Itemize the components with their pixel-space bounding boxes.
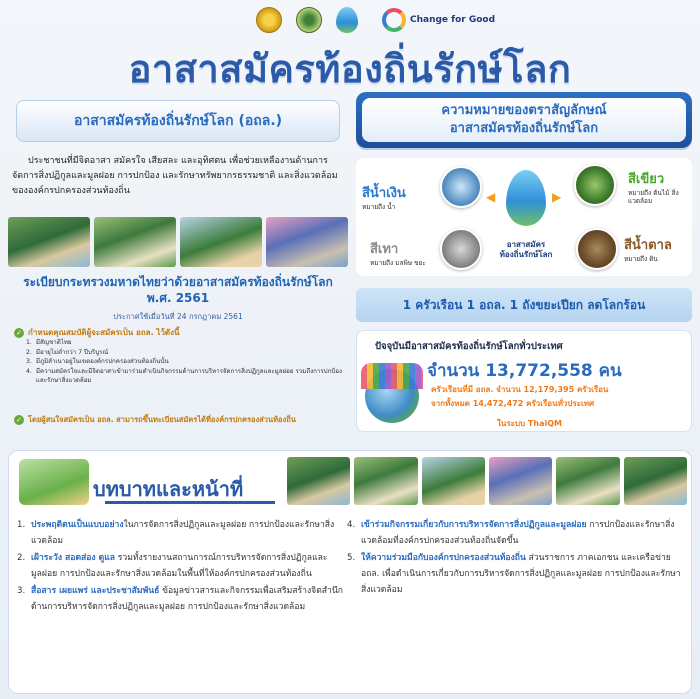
symbol-heading bbox=[356, 92, 692, 148]
planting-hands-icon bbox=[19, 459, 89, 505]
qualification-number: 4. bbox=[26, 367, 32, 375]
activity-photos bbox=[8, 217, 348, 267]
qualification-number: 3. bbox=[26, 358, 32, 366]
color-gray-label bbox=[370, 238, 426, 267]
gov-seal-icon bbox=[256, 7, 282, 33]
roles-panel bbox=[8, 450, 692, 694]
color-blue-meaning: หมายถึง น้ำ bbox=[362, 203, 396, 211]
definition-text: ประชาชนที่มีจิตอาสา สมัครใจ เสียสละ และอุทิศตน เพื่อช่วยเหลืองานด้านการจัดการสิ่งปฏิกูลและมูลฝอย การปกป้อง และรักษาทรัพยากรธรรมชาติ และสิ่งแวดล้อมขององค์กรปกครองส่วนท้องถิ่น bbox=[12, 156, 338, 196]
registration-note-text: โดยผู้สนใจสมัครเป็น อถล. สามารถขึ้นทะเบียนสมัครได้ที่องค์กรปกครองส่วนท้องถิ่น bbox=[28, 415, 296, 424]
qualification-item bbox=[26, 348, 344, 358]
color-brown-label bbox=[624, 234, 672, 263]
symbol-heading-line2: อาสาสมัครท้องถิ่นรักษ์โลก bbox=[449, 121, 599, 136]
role-detail: ในการจัดการสิ่งปฏิกูลและมูลฝอย การปกป้องและรักษาสิ่งแวดล้อม bbox=[31, 520, 335, 546]
qualification-number: 1. bbox=[26, 339, 32, 346]
qualification-item bbox=[26, 357, 344, 367]
people-icon bbox=[361, 363, 423, 389]
role-highlight: ประพฤติตนเป็นแบบอย่าง bbox=[31, 520, 124, 530]
color-blue-name: สีน้ำเงิน bbox=[362, 186, 406, 201]
role-highlight: เฝ้าระวัง สอดส่อง ดูแล bbox=[31, 553, 116, 563]
roles-photos bbox=[287, 457, 687, 505]
logo-caption bbox=[474, 240, 578, 260]
soil-photo bbox=[576, 228, 618, 270]
qualification-number: 2. bbox=[26, 348, 32, 356]
forest-dept-icon bbox=[296, 7, 322, 33]
change-for-good-text: Change for Good bbox=[410, 14, 496, 25]
role-text bbox=[31, 550, 343, 582]
color-gray-meaning: หมายถึง มลพิษ ขยะ bbox=[370, 259, 426, 267]
volunteer-count: จำนวน 13,772,558 คน bbox=[427, 361, 622, 381]
symbol-heading-line1: ความหมายของตราสัญลักษณ์ bbox=[441, 103, 607, 118]
role-highlight: สื่อสาร เผยแพร่ และประชาสัมพันธ์ bbox=[31, 586, 160, 596]
change-for-good-logo bbox=[382, 8, 495, 32]
logo-caption-line1: อาสาสมัคร bbox=[506, 240, 546, 249]
qualification-text: มีสัญชาติไทย bbox=[35, 339, 72, 346]
color-brown-meaning: หมายถึง ดิน bbox=[624, 255, 658, 263]
color-brown-name: สีน้ำตาล bbox=[624, 238, 672, 253]
regulation-title: ระเบียบกระทรวงมหาดไทยว่าด้วยอาสาสมัครท้องถิ่นรักษ์โลก พ.ศ. 2561 bbox=[23, 275, 333, 305]
definition-title: อาสาสมัครท้องถิ่นรักษ์โลก (อถล.) bbox=[16, 100, 340, 142]
roles-list-left bbox=[17, 517, 343, 616]
qualification-text: มีอายุไม่ต่ำกว่า 7 ปีบริบูรณ์ bbox=[35, 348, 109, 356]
activity-photo bbox=[489, 457, 552, 505]
role-item bbox=[17, 550, 343, 582]
symbol-panel bbox=[356, 92, 692, 432]
title-underline bbox=[105, 501, 275, 504]
activity-photo bbox=[287, 457, 350, 505]
role-text bbox=[361, 550, 687, 598]
color-green-meaning: หมายถึง ต้นไม้ สิ่งแวดล้อม bbox=[628, 189, 679, 205]
roles-title: บทบาทและหน้าที่ bbox=[93, 477, 244, 501]
volunteer-count-box bbox=[356, 330, 692, 432]
role-detail: การปกป้องและรักษาสิ่งแวดล้อมที่องค์กรปกครองส่วนท้องถิ่นจัดขึ้น bbox=[361, 520, 675, 546]
color-gray-name: สีเทา bbox=[370, 242, 399, 257]
role-number: 1. bbox=[17, 520, 26, 530]
qualification-text: มีภูมิลำเนาอยู่ในเขตองค์กรปกครองส่วนท้องถิ่นนั้น bbox=[35, 358, 169, 366]
role-highlight: ให้ความร่วมมือกับองค์กรปกครองส่วนท้องถิ่น bbox=[361, 553, 526, 563]
change-for-good-icon bbox=[382, 8, 406, 32]
qualification-heading-text: กำหนดคุณสมบัติผู้จะสมัครเป็น อถล. ไว้ดังนี้ bbox=[28, 328, 180, 337]
water-photo bbox=[440, 166, 482, 208]
role-number: 4. bbox=[347, 520, 356, 530]
logo-caption-line2: ท้องถิ่นรักษ์โลก bbox=[499, 250, 553, 259]
water-drop-logo-icon bbox=[506, 170, 546, 226]
water-drop-logo-icon bbox=[336, 7, 358, 33]
activity-photo bbox=[556, 457, 619, 505]
count-title: ปัจจุบันมีอาสาสมัครท้องถิ่นรักษ์โลกทั่วประเทศ bbox=[375, 341, 563, 352]
roles-list-right bbox=[347, 517, 687, 599]
role-highlight: เข้าร่วมกิจกรรมเกี่ยวกับการบริหารจัดการสิ่งปฏิกูลและมูลฝอย bbox=[361, 520, 587, 530]
activity-photo bbox=[8, 217, 90, 267]
definition-panel bbox=[8, 92, 348, 432]
role-text bbox=[361, 517, 687, 549]
household-total: จากทั้งหมด 14,472,472 ครัวเรือนทั่วประเทศ bbox=[431, 399, 595, 408]
role-item bbox=[17, 583, 343, 615]
qualification-list bbox=[26, 338, 344, 386]
color-green-name: สีเขียว bbox=[628, 172, 665, 187]
arrow-right-icon: ▶ bbox=[552, 190, 562, 204]
regulation-date: ประกาศใช้เมื่อวันที่ 24 กรกฎาคม 2561 bbox=[113, 312, 243, 321]
main-title: อาสาสมัครท้องถิ่นรักษ์โลก bbox=[128, 47, 572, 91]
role-detail: ข้อมูลข่าวสารและกิจกรรมเพื่อเสริมสร้างจิตสำนึกด้านการบริหารจัดการสิ่งปฏิกูลและมูลฝอย การปกป้องและรักษาสิ่งแวดล้อม bbox=[31, 586, 343, 612]
slogan-banner: 1 ครัวเรือน 1 อถล. 1 ถังขยะเปียก ลดโลกร้อน bbox=[356, 288, 692, 322]
role-item bbox=[17, 517, 343, 549]
role-text bbox=[31, 517, 343, 549]
qualification-text: มีความสมัครใจและมีจิตอาสาเข้ามาร่วมดำเนินกิจกรรมด้านการบริหารจัดการสิ่งปฏิกูลและมูลฝอย รวมถึงการปกป้องและรักษาสิ่งแวดล้อม bbox=[35, 367, 342, 385]
role-text bbox=[31, 583, 343, 615]
role-number: 2. bbox=[17, 553, 26, 563]
role-number: 5. bbox=[347, 553, 356, 563]
registration-note bbox=[14, 414, 296, 426]
color-blue-label bbox=[362, 182, 406, 211]
activity-photo bbox=[624, 457, 687, 505]
role-item bbox=[347, 550, 687, 598]
activity-photo bbox=[266, 217, 348, 267]
role-item bbox=[347, 517, 687, 549]
color-green-label bbox=[628, 168, 692, 205]
arrow-left-icon: ◀ bbox=[486, 190, 496, 204]
role-detail: ส่วนราชการ ภาคเอกชน และเครือข่าย อถล. เพื่อดำเนินการเกี่ยวกับการบริหารจัดการสิ่งปฏิกูลและมูลฝอย การปกป้องและรักษาสิ่งแวดล้อม bbox=[361, 553, 681, 595]
activity-photo bbox=[354, 457, 417, 505]
role-number: 3. bbox=[17, 586, 26, 596]
system-name: ในระบบ ThaiQM bbox=[497, 419, 562, 428]
tree-photo bbox=[574, 164, 616, 206]
qualification-item bbox=[26, 338, 344, 348]
activity-photo bbox=[422, 457, 485, 505]
check-icon: ✓ bbox=[14, 415, 24, 425]
role-detail: รวมทั้งรายงานสถานการณ์การบริหารจัดการสิ่งปฏิกูลและมูลฝอย การปกป้องและรักษาสิ่งแวดล้อมในพื้นที่ให้องค์กรปกครองส่วนท้องถิ่น bbox=[31, 553, 328, 579]
check-icon: ✓ bbox=[14, 328, 24, 338]
qualification-item bbox=[26, 367, 344, 386]
activity-photo bbox=[94, 217, 176, 267]
header-logos bbox=[256, 6, 495, 34]
household-count: ครัวเรือนที่มี อถล. จำนวน 12,179,395 ครัวเรือน bbox=[431, 385, 609, 394]
activity-photo bbox=[180, 217, 262, 267]
symbol-diagram bbox=[356, 158, 692, 276]
